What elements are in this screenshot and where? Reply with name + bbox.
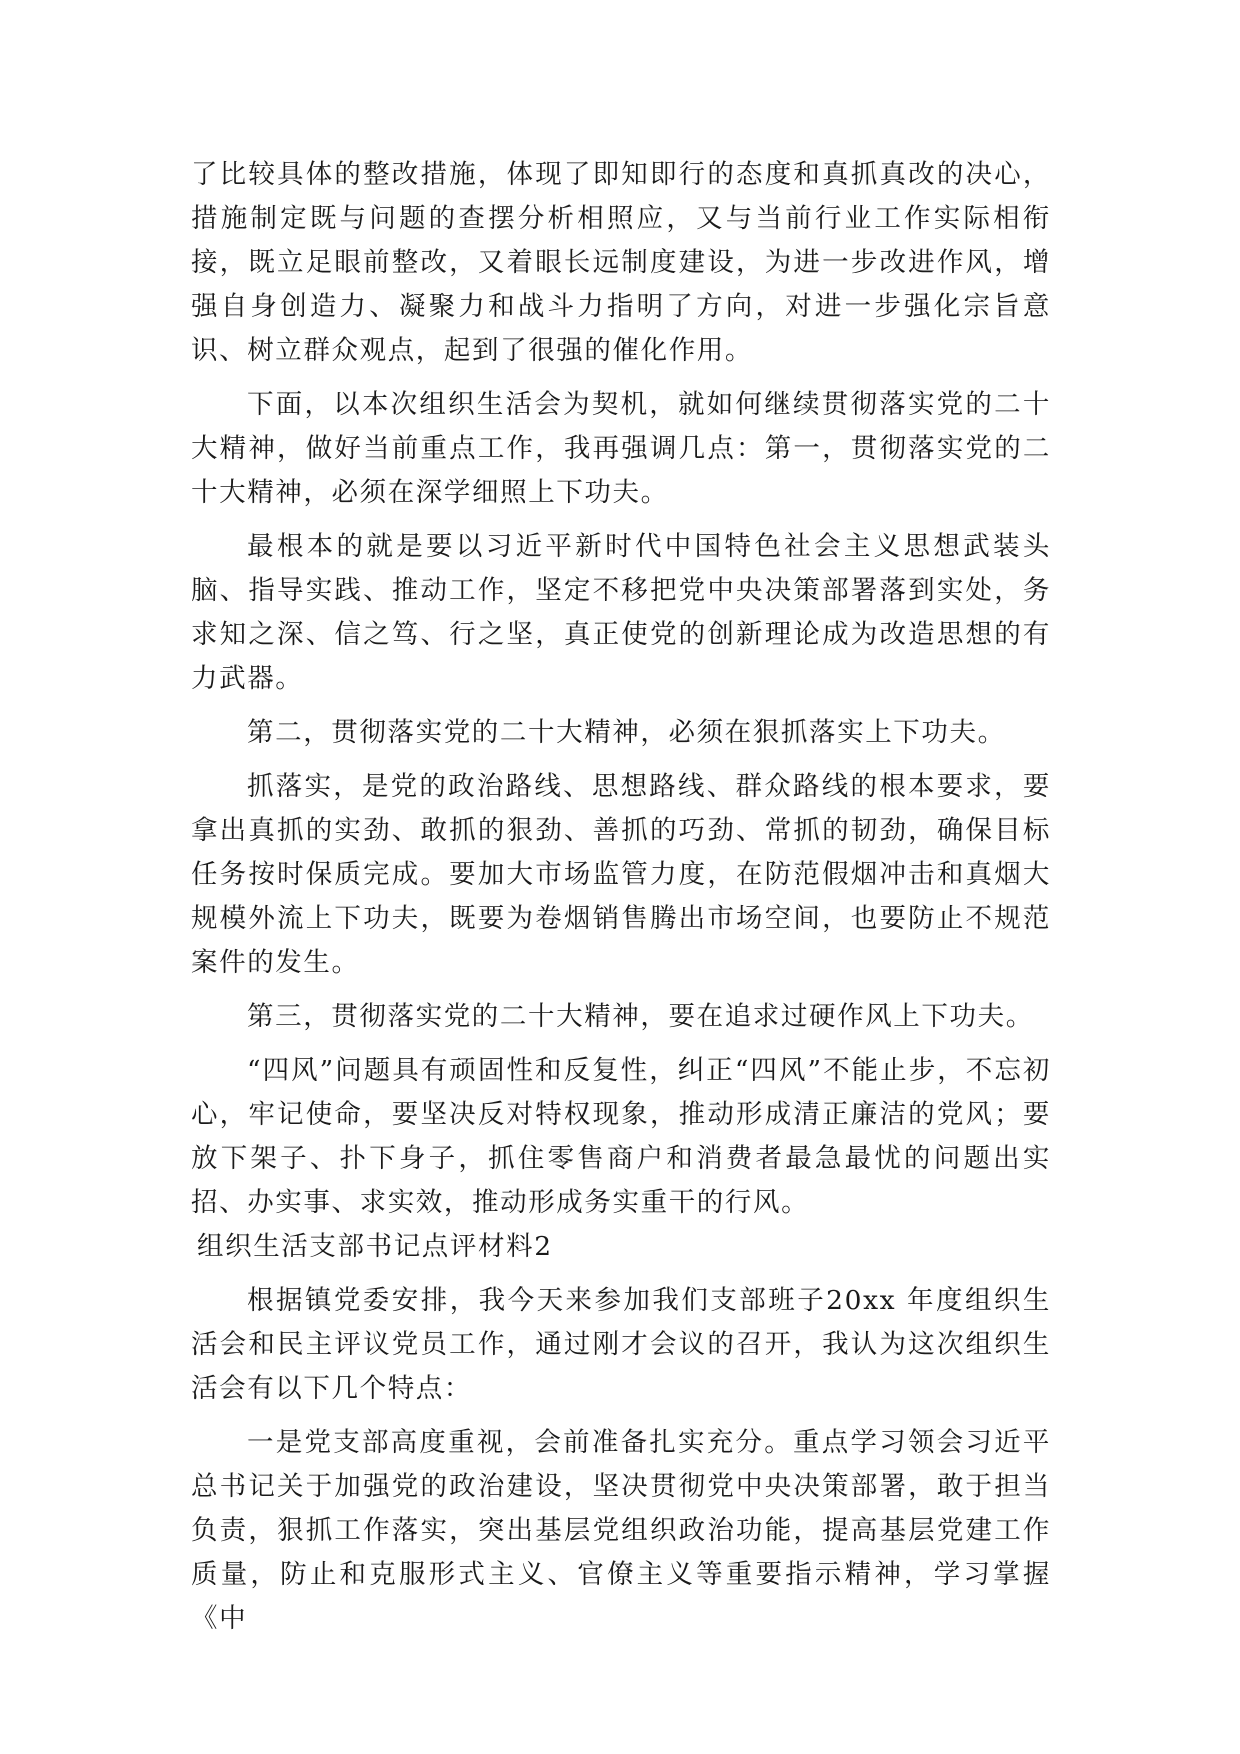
paragraph-5: 抓落实，是党的政治路线、思想路线、群众路线的根本要求，要拿出真抓的实劲、敢抓的狠劲、善抓的巧劲、常抓的韧劲，确保目标任务按时保质完成。要加大市场监管力度，在防范假烟冲击和真烟大规模外流上下功夫，既要为卷烟销售腾出市场空间，也要防止不规范案件的发生。 <box>191 771 1051 978</box>
section-paragraph-1: 根据镇党委安排，我今天来参加我们支部班子20xx 年度组织生 活会和民主评议党员工作，通过刚才会议的召开，我认为这次组织生 活会有以下几个特点： <box>191 1285 1051 1404</box>
document-body <box>191 153 1051 1641</box>
paragraph-4: 第二，贯彻落实党的二十大精神，必须在狠抓落实上下功夫。 <box>247 717 1006 748</box>
paragraph-7: “四风”问题具有顽固性和反复性，纠正“四风”不能止步，不忘初心，牢记使命，要坚决反对特权现象，推动形成清正廉洁的党风；要放下架子、扑下身子，抓住零售商户和消费者最急最忧的问题出实招、办实事、求实效，推动形成务实重干的行风。 <box>191 1055 1051 1218</box>
paragraph-3: 最根本的就是要以习近平新时代中国特色社会主义思想武装头脑、指导实践、推动工作，坚定不移把党中央决策部署落到实处，务求知之深、信之笃、行之坚，真正使党的创新理论成为改造思想的有力武器。 <box>191 531 1051 694</box>
section-paragraph-2: 一是党支部高度重视，会前准备扎实充分。重点学习领会习近平总书记关于加强党的政治建设，坚决贯彻党中央决策部署，敢于担当负责，狠抓工作落实，突出基层党组织政治功能，提高基层党建工作质量，防止和克服形式主义、官僚主义等重要指示精神，学习掌握《中 <box>191 1427 1051 1634</box>
paragraph-6: 第三，贯彻落实党的二十大精神，要在追求过硬作风上下功夫。 <box>247 1001 1034 1032</box>
section-title: 组织生活支部书记点评材料2 <box>197 1231 553 1262</box>
paragraph-2: 下面，以本次组织生活会为契机，就如何继续贯彻落实党的二十大精神，做好当前重点工作，我再强调几点：第一，贯彻落实党的二十大精神，必须在深学细照上下功夫。 <box>191 389 1051 508</box>
paragraph-1: 了比较具体的整改措施，体现了即知即行的态度和真抓真改的决心，措施制定既与问题的查摆分析相照应，又与当前行业工作实际相衔接，既立足眼前整改，又着眼长远制度建设，为进一步改进作风，增强自身创造力、凝聚力和战斗力指明了方向，对进一步强化宗旨意识、树立群众观点，起到了很强的催化作用。 <box>191 159 1051 366</box>
